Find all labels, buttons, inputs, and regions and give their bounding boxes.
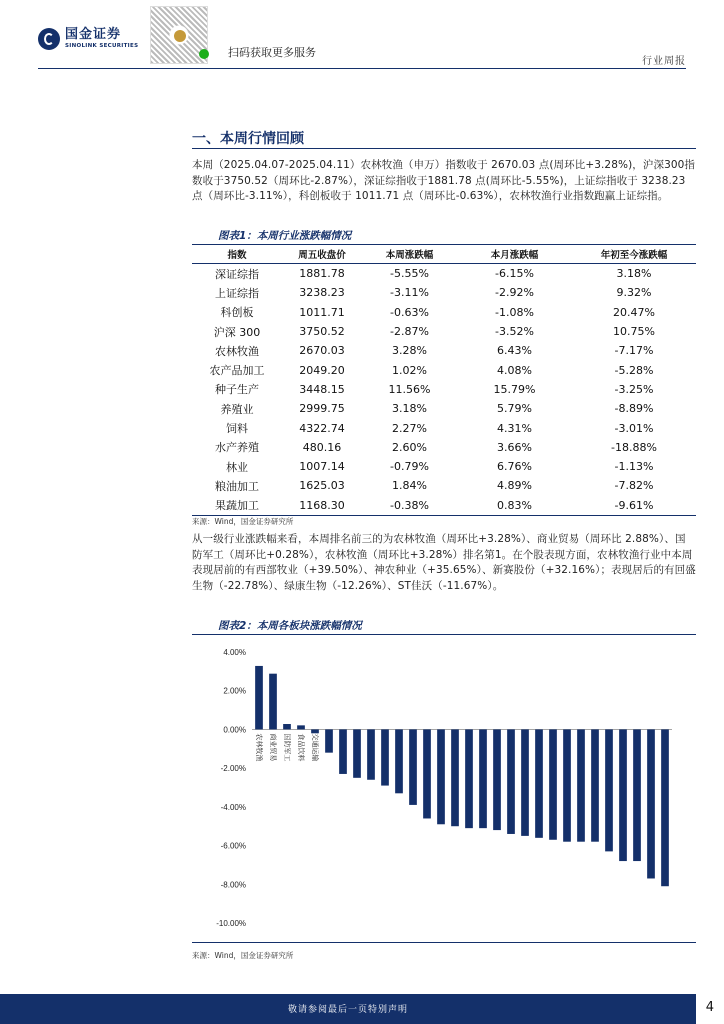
- table-cell: 2049.20: [299, 363, 345, 377]
- y-tick-label: -4.00%: [220, 802, 246, 812]
- table-cell: 480.16: [302, 440, 342, 454]
- chart-bar: [633, 729, 641, 861]
- chart2-bottom-rule: [192, 942, 696, 943]
- table-row: [192, 418, 696, 437]
- table-cell: -9.61%: [572, 496, 696, 516]
- table-cell: 粮油加工: [215, 479, 259, 493]
- table-cell: 4.31%: [497, 421, 532, 435]
- table-cell: 6.76%: [497, 460, 532, 474]
- table-cell: 0.83%: [457, 496, 572, 516]
- table-cell: 20.47%: [613, 305, 655, 319]
- chart-bar: [339, 729, 347, 774]
- y-tick-label: -8.00%: [220, 880, 246, 890]
- qr-code-icon[interactable]: [150, 6, 208, 64]
- table-cell: 林业: [226, 460, 248, 474]
- x-category-label: 商业贸易: [269, 733, 277, 762]
- wechat-icon: [199, 49, 209, 59]
- table-cell: 养殖业: [220, 402, 254, 416]
- table-header-cell: 本周涨跌幅: [362, 245, 457, 264]
- chart-bar: [269, 674, 277, 730]
- sector-bar-chart: [192, 636, 696, 936]
- table-cell: -2.87%: [390, 325, 429, 339]
- table-cell: 9.32%: [616, 286, 652, 300]
- chart-bar: [465, 729, 473, 828]
- chart-bar: [549, 729, 557, 839]
- chart2-caption: 图表2：本周各板块涨跌幅情况: [218, 620, 362, 632]
- table-row: [192, 496, 696, 516]
- chart-bar: [367, 729, 375, 779]
- qr-center-icon: [174, 30, 186, 42]
- chart-bar: [577, 729, 585, 841]
- table-cell: 1168.30: [282, 496, 362, 516]
- table-header-cell: 年初至今涨跌幅: [572, 245, 696, 264]
- logo-icon: [38, 28, 60, 50]
- table-cell: -0.79%: [390, 460, 429, 474]
- table-cell: 3448.15: [299, 382, 345, 396]
- chart-bar: [381, 729, 389, 785]
- table-cell: -2.92%: [495, 286, 534, 300]
- table-cell: -1.13%: [614, 460, 654, 474]
- y-tick-label: 0.00%: [223, 725, 246, 735]
- chart-bar: [661, 729, 669, 886]
- chart2-top-rule: [192, 634, 696, 635]
- table-cell: 5.79%: [497, 402, 532, 416]
- table-cell: 1881.78: [299, 267, 345, 281]
- table-cell: 种子生产: [215, 383, 259, 397]
- chart-bar: [619, 729, 627, 861]
- table-row: [192, 399, 696, 418]
- y-tick-label: -6.00%: [220, 841, 246, 851]
- chart-bar: [521, 729, 529, 835]
- table-cell: 2999.75: [299, 402, 345, 416]
- page-header: [0, 0, 724, 68]
- table-cell: -5.28%: [614, 363, 654, 377]
- chart-bar: [563, 729, 571, 841]
- table-cell: 2670.03: [299, 344, 345, 358]
- chart-bar: [451, 729, 459, 826]
- table-cell: 15.79%: [493, 382, 536, 396]
- table-cell: 6.43%: [497, 344, 532, 358]
- table-cell: 4322.74: [299, 421, 345, 435]
- table-cell: 1.84%: [392, 479, 427, 493]
- table-cell: -5.55%: [390, 267, 429, 281]
- table-cell: -7.17%: [614, 344, 654, 358]
- table-cell: 11.56%: [388, 382, 431, 396]
- table1-caption: 图表1：本周行业涨跌幅情况: [218, 230, 352, 242]
- footer-disclaimer[interactable]: 敬请参阅最后一页特别声明: [287, 1005, 408, 1015]
- table-cell: 沪深 300: [213, 325, 261, 339]
- x-category-label: 国防军工: [283, 733, 291, 762]
- table-row: [192, 303, 696, 322]
- table-cell: -1.08%: [495, 305, 534, 319]
- table-header-row: [192, 245, 696, 264]
- header-divider: [38, 68, 686, 69]
- y-tick-label: -2.00%: [220, 764, 246, 774]
- chart-bar: [283, 724, 291, 729]
- company-logo: [38, 28, 138, 50]
- x-category-label: 农林牧渔: [255, 733, 263, 762]
- chart-bar: [409, 729, 417, 804]
- table-cell: -3.01%: [614, 421, 654, 435]
- table-row: [192, 283, 696, 302]
- table-cell: 1.02%: [392, 363, 427, 377]
- y-tick-label: -10.00%: [216, 919, 246, 928]
- table-cell: -3.11%: [390, 286, 429, 300]
- table-cell: 饲料: [226, 422, 248, 436]
- table-cell: 深证综指: [215, 267, 259, 281]
- chart-bar: [493, 729, 501, 830]
- table-cell: 2.27%: [392, 421, 427, 435]
- chart-bar: [535, 729, 543, 837]
- chart-bar: [507, 729, 515, 834]
- index-performance-table: [192, 245, 696, 516]
- table-cell: 1011.71: [299, 305, 345, 319]
- logo-en: SINOLINK SECURITIES: [65, 43, 139, 49]
- chart-bar: [255, 666, 263, 729]
- table-row: [192, 341, 696, 360]
- table-cell: 1625.03: [299, 479, 345, 493]
- table-cell: 1007.14: [299, 460, 345, 474]
- table-cell: 3.18%: [616, 267, 652, 281]
- table1-source: 来源：Wind，国金证券研究所: [192, 517, 294, 526]
- chart-bar: [395, 729, 403, 793]
- chart2-source: 来源：Wind，国金证券研究所: [192, 951, 294, 960]
- paragraph-weekly-review: 本周（2025.04.07-2025.04.11）农林牧渔（申万）指数收于 2670.03 点(周环比+3.28%)，沪深300指数收于3750.52（周环比-2.87%），深证综指收于1881.78 点(周环比-5.55%)，上证综指收于 3238.23 点（周环比-3.11%），科创板收于 1011.71 点（周环比-0.63%），农林牧渔行业指数跑赢上证综指。: [192, 159, 696, 202]
- table-cell: 4.08%: [497, 363, 532, 377]
- table-cell: -6.15%: [495, 267, 534, 281]
- table-cell: -18.88%: [611, 440, 657, 454]
- paragraph-sector-review: 从一级行业涨跌幅来看，本周排名前三的为农林牧渔（周环比+3.28%）、商业贸易（周环比 2.88%）、国防军工（周环比+0.28%），农林牧渔（周环比+3.28%）排名第1。在个股表现方面，农林牧渔行业中本周表现居前的有西部牧业（+39.50%）、神农种业（+35.65%）、新赛股份（+32.16%）；表现居后的有回盛生物（-22.78%）、绿康生物（-12.26%）、ST佳沃（-11.67%）。: [192, 533, 696, 592]
- x-category-label: 食品饮料: [297, 733, 305, 762]
- y-tick-label: 4.00%: [223, 648, 246, 657]
- table-header-cell: 周五收盘价: [282, 245, 362, 264]
- table-row: [192, 438, 696, 457]
- table-cell: 果蔬加工: [192, 496, 282, 516]
- logo-cn: 国金证券: [65, 27, 122, 42]
- table-cell: 上证综指: [215, 286, 259, 300]
- y-tick-label: 2.00%: [223, 686, 246, 696]
- chart-svg: [192, 636, 696, 936]
- report-type: 行业周报: [642, 56, 686, 67]
- table-row: [192, 476, 696, 495]
- page-footer: [0, 994, 696, 1024]
- table-cell: -3.52%: [495, 325, 534, 339]
- table-row: [192, 360, 696, 379]
- table-row: [192, 380, 696, 399]
- chart-bar: [325, 729, 333, 752]
- chart-bar: [423, 729, 431, 818]
- table-cell: 科创板: [220, 306, 254, 320]
- table-header-cell: 指数: [192, 245, 282, 264]
- table-cell: 2.60%: [392, 440, 427, 454]
- table-cell: 农产品加工: [209, 364, 265, 378]
- table-row: [192, 264, 696, 284]
- table-row: [192, 457, 696, 476]
- table-cell: 4.89%: [497, 479, 532, 493]
- table-cell: 农林牧渔: [215, 344, 259, 358]
- section-title: 一、本周行情回顾: [192, 131, 304, 147]
- table-cell: -0.38%: [362, 496, 457, 516]
- table-cell: 3.66%: [497, 440, 532, 454]
- x-category-label: 交通运输: [311, 733, 319, 762]
- page-number: 4: [705, 1000, 714, 1015]
- table-cell: -0.63%: [390, 305, 429, 319]
- table-cell: -3.25%: [614, 382, 654, 396]
- table-cell: -8.89%: [614, 402, 654, 416]
- table-cell: 10.75%: [613, 325, 655, 339]
- chart-bar: [479, 729, 487, 828]
- table-cell: 3.28%: [392, 344, 427, 358]
- section-divider: [192, 148, 696, 149]
- table-cell: -7.82%: [614, 479, 654, 493]
- chart-bar: [437, 729, 445, 824]
- table-cell: 水产养殖: [215, 441, 259, 455]
- chart-bar: [647, 729, 655, 878]
- table-cell: 3238.23: [299, 286, 345, 300]
- table-cell: 3.18%: [392, 402, 427, 416]
- qr-label: 扫码获取更多服务: [228, 46, 316, 59]
- chart-bar: [605, 729, 613, 851]
- chart-bar: [353, 729, 361, 777]
- table-row: [192, 322, 696, 341]
- chart-bar: [591, 729, 599, 841]
- table-cell: 3750.52: [299, 325, 345, 339]
- chart-bar: [297, 725, 305, 729]
- table-header-cell: 本月涨跌幅: [457, 245, 572, 264]
